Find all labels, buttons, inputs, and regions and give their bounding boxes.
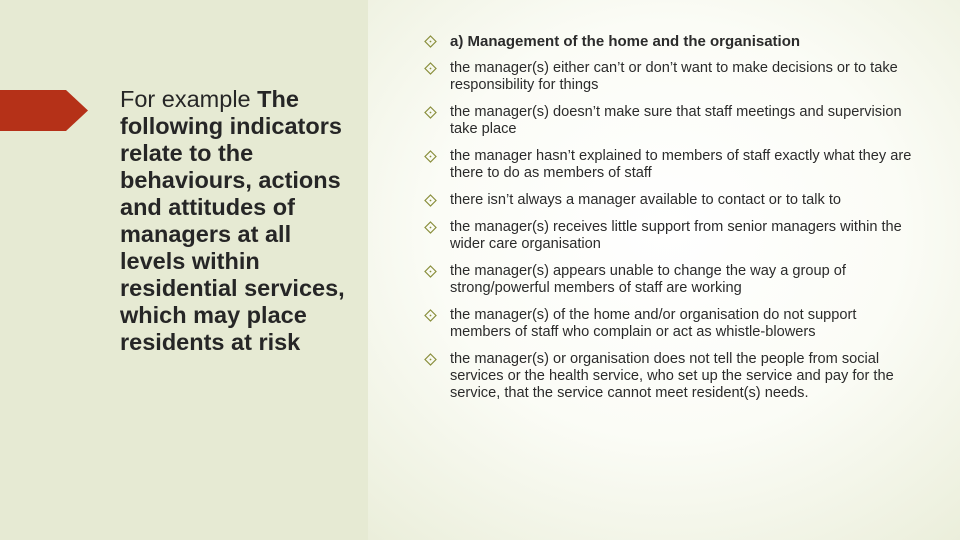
- bullet-item: [424, 351, 914, 402]
- bullet-list: [424, 33, 914, 412]
- intro-lead: For example: [120, 86, 258, 112]
- bullet-text: the manager(s) or organisation does not tell the people from social services or the health service, who set up the service and pay for the service, that the service cannot meet resident(s) needs.: [450, 351, 894, 401]
- diamond-outline-icon: [424, 106, 437, 119]
- diamond-outline-icon: [424, 265, 437, 278]
- diamond-outline-icon: [424, 194, 437, 207]
- bullet-item: [424, 60, 914, 94]
- diamond-outline-icon: [424, 35, 437, 48]
- bullet-item: [424, 307, 914, 341]
- intro-strong: The following indicators relate to the behaviours, actions and attitudes of managers at all levels within residential services, which may place residents at risk: [120, 86, 345, 355]
- bullet-item-heading: [424, 33, 914, 50]
- bullet-text: the manager(s) of the home and/or organisation do not support members of staff who complain or act as whistle-blowers: [450, 307, 857, 340]
- bullet-text: a) Management of the home and the organisation: [450, 33, 801, 50]
- intro-text: [120, 86, 356, 356]
- bullet-text: the manager(s) either can’t or don’t want to make decisions or to take responsibility for things: [450, 60, 898, 93]
- bullet-item: [424, 148, 914, 182]
- accent-arrow-shape: [0, 90, 88, 131]
- diamond-outline-icon: [424, 353, 437, 366]
- diamond-outline-icon: [424, 150, 437, 163]
- bullet-item: [424, 263, 914, 297]
- diamond-outline-icon: [424, 309, 437, 322]
- bullet-item: [424, 104, 914, 138]
- bullet-item: [424, 219, 914, 253]
- bullet-text: there isn’t always a manager available to contact or to talk to: [450, 192, 841, 208]
- diamond-outline-icon: [424, 62, 437, 75]
- bullet-text: the manager(s) receives little support from senior managers within the wider care organisation: [450, 219, 902, 252]
- bullet-text: the manager(s) appears unable to change the way a group of strong/powerful members of staff are working: [450, 263, 846, 296]
- bullet-text: the manager(s) doesn’t make sure that staff meetings and supervision take place: [450, 104, 902, 137]
- diamond-outline-icon: [424, 221, 437, 234]
- bullet-text: the manager hasn’t explained to members of staff exactly what they are there to do as members of staff: [450, 148, 912, 181]
- bullet-item: [424, 192, 914, 209]
